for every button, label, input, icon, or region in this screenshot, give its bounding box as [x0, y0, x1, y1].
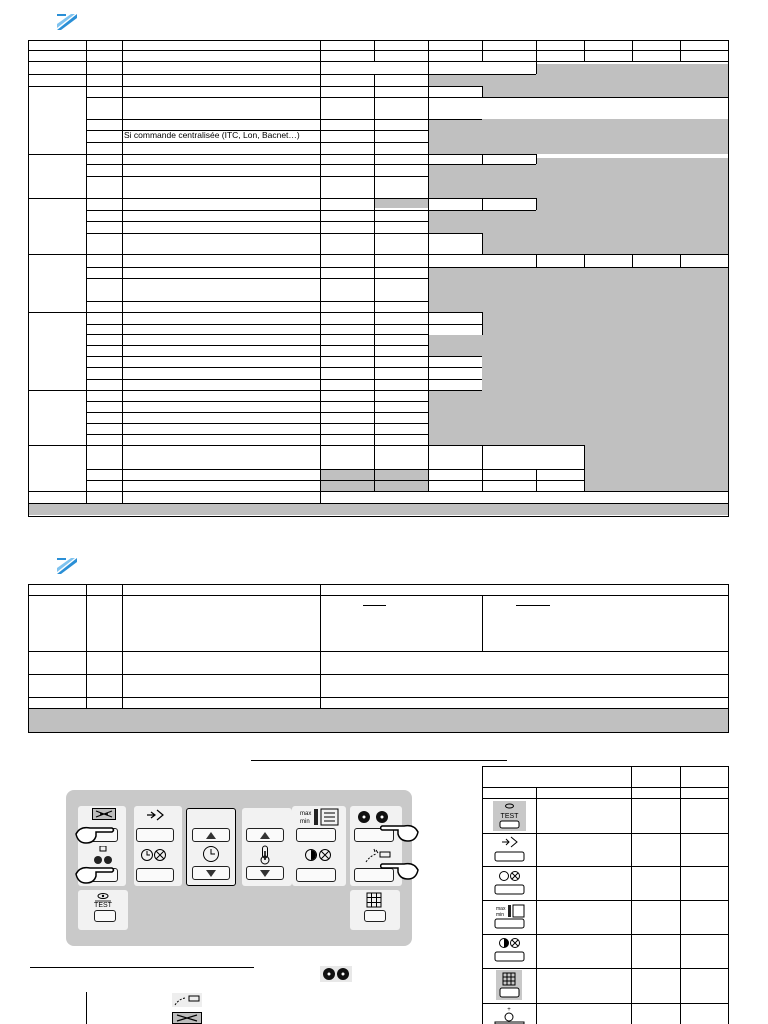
centralized-control-note: Si commande centralisée (ITC, Lon, Bacnet…) [124, 130, 300, 140]
fresh-air-button[interactable] [296, 868, 336, 882]
clock-icon [202, 845, 220, 863]
svg-text:TEST: TEST [94, 902, 112, 908]
down-arrow-icon [260, 870, 270, 877]
test-button[interactable] [94, 910, 116, 922]
svg-text:min: min [300, 819, 310, 825]
divider [30, 967, 254, 968]
hand-pointer-icon [380, 860, 420, 882]
clock-icon [495, 1007, 524, 1024]
timer-off-icon [495, 872, 524, 895]
svg-text:+: + [507, 1007, 511, 1013]
hand-pointer-icon [74, 864, 116, 886]
fan-speed-icon [92, 846, 114, 866]
up-arrow-icon [206, 832, 216, 839]
vent-mode-icon [172, 1012, 202, 1024]
svg-text:max: max [300, 811, 312, 817]
fan-max-min-icon [495, 905, 524, 928]
svg-text:max: max [496, 906, 506, 912]
inspection-button[interactable] [136, 828, 174, 842]
timer-mode-button[interactable] [136, 868, 174, 882]
daikin-logo-icon [55, 556, 79, 576]
grid-icon [366, 892, 382, 908]
thermometer-icon [258, 845, 272, 865]
ventilation-icon [172, 993, 202, 1007]
svg-text:TEST: TEST [500, 813, 519, 820]
button-legend-table [482, 766, 729, 1024]
divider [86, 992, 87, 1024]
svg-text:min: min [496, 912, 505, 918]
hand-pointer-icon [380, 822, 420, 844]
filter-button[interactable] [364, 910, 386, 922]
fresh-air-off-icon [304, 848, 334, 862]
airflow-button[interactable] [296, 828, 336, 842]
test-icon [92, 892, 114, 908]
vent-mode-icon [92, 808, 116, 820]
fan-max-min-icon [300, 808, 340, 826]
fan-icon [320, 966, 352, 982]
fresh-air-off-icon [495, 939, 524, 962]
inspection-icon [495, 837, 524, 861]
grid-icon [496, 970, 522, 1000]
remote-control-panel [66, 790, 412, 946]
up-arrow-icon [260, 832, 270, 839]
divider [251, 760, 507, 761]
hand-pointer-icon [74, 824, 116, 846]
settings-table [28, 40, 730, 517]
down-arrow-icon [206, 870, 216, 877]
daikin-logo-icon [55, 12, 79, 32]
inspection-icon [146, 808, 166, 822]
timer-off-icon [140, 848, 168, 862]
options-table [28, 584, 730, 734]
